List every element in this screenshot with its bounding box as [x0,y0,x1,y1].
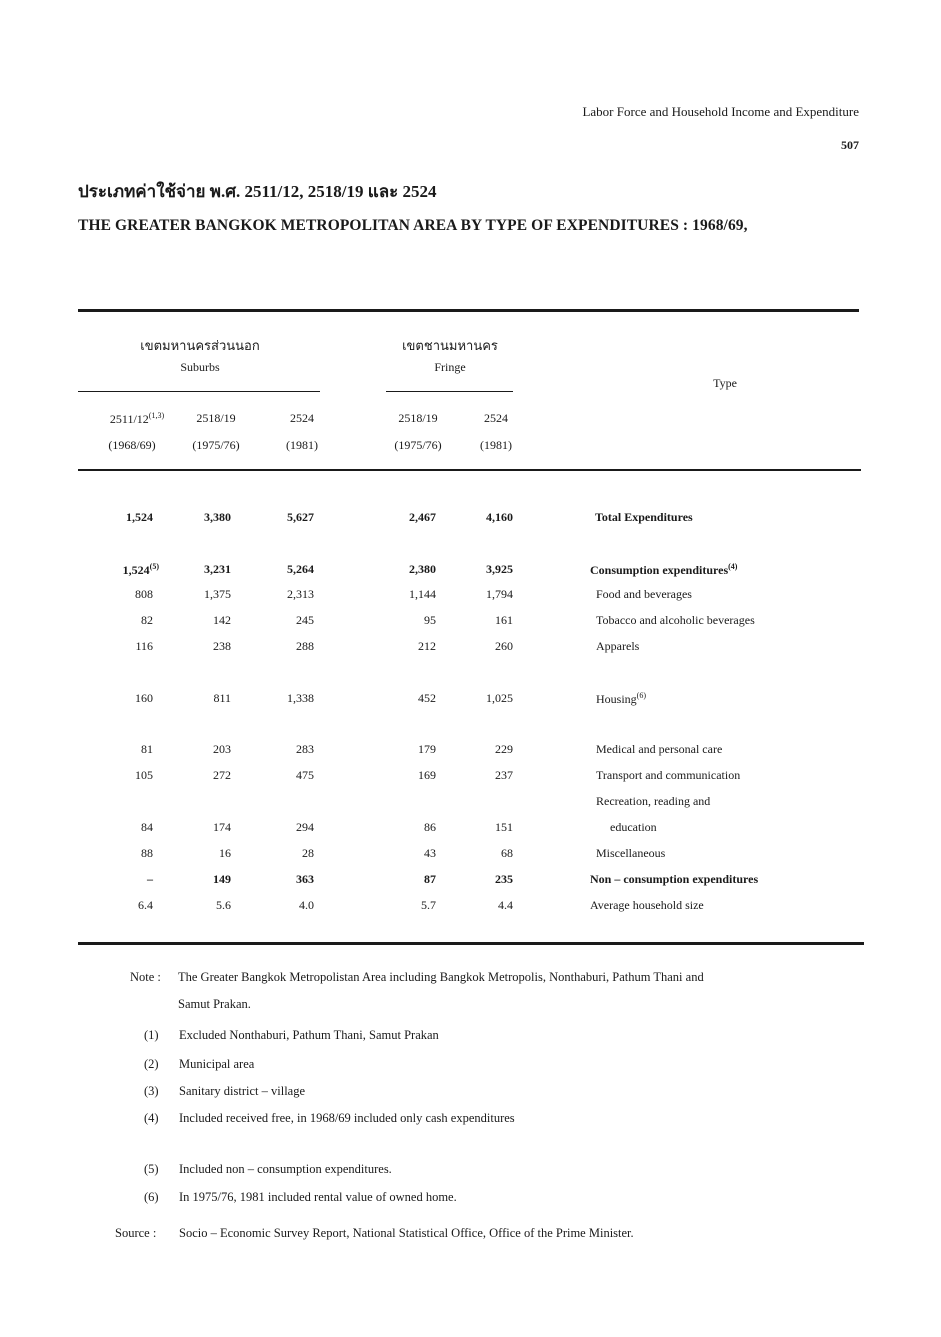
value-cell: 1,338 [287,691,314,705]
col-year-1: 2511/12$^{(1,3)}$ [109,411,165,426]
row-label-line2: education [610,820,657,834]
col-ad-5: (1981) [480,438,512,452]
table-header-rule [78,469,861,471]
value-cell: 1,144 [409,587,436,601]
table-row [0,768,941,788]
value-cell: 1,375 [204,587,231,601]
table-row [0,613,941,633]
value-cell: 16 [219,846,231,860]
footnote-number: (2) [144,1057,159,1071]
row-label: Non – consumption expenditures [590,872,759,886]
value-cell: 1,794 [486,587,513,601]
suburbs-header: Suburbs [180,360,220,374]
value-cell: 88 [141,846,153,860]
value-cell: 142 [213,613,231,627]
footnote-text: Municipal area [179,1057,255,1071]
footnote-number: (6) [144,1190,159,1204]
col-year-3: 2524 [290,411,314,425]
row-label: Transport and communication [596,768,741,782]
note-text: The Greater Bangkok Metropolistan Area including Bangkok Metropolis, Nonthaburi, Pathum Thani and [178,970,704,984]
value-cell: 363 [296,872,314,886]
value-cell: 95 [424,613,436,627]
value-cell: 28 [302,846,314,860]
value-cell: 160 [135,691,153,705]
value-cell: 1,524$^{(5)}$ [122,562,159,577]
value-cell: 1,524 [126,510,153,524]
row-label: Miscellaneous [596,846,666,860]
value-cell: 235 [495,872,513,886]
value-cell: 87 [424,872,436,886]
value-cell: 179 [418,742,436,756]
footnote-number: (3) [144,1084,159,1098]
table-row [0,562,941,582]
row-label: Consumption expenditures$^{(4)}$ [590,562,738,577]
table-top-rule [78,309,859,312]
footnote-text: Included received free, in 1968/69 included only cash expenditures [179,1111,515,1125]
value-cell: 5,627 [287,510,314,524]
table-row [0,587,941,607]
col-ad-4: (1975/76) [394,438,442,452]
value-cell: 149 [213,872,231,886]
value-cell: 105 [135,768,153,782]
row-label: Medical and personal care [596,742,723,756]
value-cell: 3,925 [486,562,513,576]
table-row [0,639,941,659]
footnote-text: Sanitary district – village [179,1084,306,1098]
value-cell: 82 [141,613,153,627]
note-text-continued: Samut Prakan. [178,997,251,1011]
title-thai: ประเภทค่าใช้จ่าย พ.ศ. 2511/12, 2518/19 และ 2524 [78,182,437,201]
fringe-thai-header: เขตชานมหานคร [402,338,498,353]
table-row [0,742,941,762]
value-cell: 237 [495,768,513,782]
value-cell: 229 [495,742,513,756]
source-label: Source : [115,1226,157,1240]
col-year-5: 2524 [484,411,508,425]
running-head: Labor Force and Household Income and Expenditure [582,104,859,119]
row-label: Apparels [596,639,640,653]
footnote-number: (4) [144,1111,159,1125]
table-row [0,898,941,918]
row-label: Total Expenditures [595,510,693,524]
value-cell: 203 [213,742,231,756]
value-cell: – [147,872,153,886]
value-cell: 294 [296,820,314,834]
footnote-text: In 1975/76, 1981 included rental value of owned home. [179,1190,457,1204]
type-header: Type [713,376,737,390]
table-row [0,691,941,711]
value-cell: 5.6 [216,898,231,912]
fringe-header: Fringe [434,360,466,374]
footnote-text: Excluded Nonthaburi, Pathum Thani, Samut Prakan [179,1028,439,1042]
footnote-number: (1) [144,1028,159,1042]
value-cell: 2,467 [409,510,436,524]
footnote-number: (5) [144,1162,159,1176]
value-cell: 2,380 [409,562,436,576]
col-ad-2: (1975/76) [192,438,240,452]
fringe-underline [386,391,513,392]
table-row-label-continuation [0,794,941,814]
value-cell: 174 [213,820,231,834]
footnote-text: Included non – consumption expenditures. [179,1162,392,1176]
col-year-2: 2518/19 [196,411,236,425]
value-cell: 169 [418,768,436,782]
value-cell: 475 [296,768,314,782]
value-cell: 238 [213,639,231,653]
value-cell: 1,025 [486,691,513,705]
col-year-4: 2518/19 [398,411,438,425]
col-ad-1: (1968/69) [108,438,156,452]
value-cell: 84 [141,820,153,834]
source-text: Socio – Economic Survey Report, National Statistical Office, Office of the Prime Minister. [179,1226,634,1240]
table-row [0,846,941,866]
table-row [0,820,941,840]
note-label: Note : [130,970,161,984]
value-cell: 68 [501,846,513,860]
value-cell: 161 [495,613,513,627]
value-cell: 288 [296,639,314,653]
value-cell: 2,313 [287,587,314,601]
value-cell: 272 [213,768,231,782]
suburbs-thai-header: เขตมหานครส่วนนอก [140,338,260,353]
row-label: Recreation, reading and [596,794,711,808]
value-cell: 43 [424,846,436,860]
row-label: Tobacco and alcoholic beverages [596,613,755,627]
value-cell: 808 [135,587,153,601]
value-cell: 283 [296,742,314,756]
value-cell: 3,380 [204,510,231,524]
value-cell: 86 [424,820,436,834]
value-cell: 260 [495,639,513,653]
value-cell: 811 [213,691,231,705]
value-cell: 116 [135,639,153,653]
table-bottom-rule [78,942,864,945]
col-ad-3: (1981) [286,438,318,452]
row-label: Housing$^{(6)}$ [596,691,646,706]
value-cell: 3,231 [204,562,231,576]
value-cell: 5,264 [287,562,314,576]
value-cell: 81 [141,742,153,756]
row-label: Average household size [590,898,704,912]
value-cell: 151 [495,820,513,834]
table-row [0,872,941,892]
value-cell: 4,160 [486,510,513,524]
value-cell: 4.4 [498,898,513,912]
suburbs-underline [78,391,320,392]
row-label: Food and beverages [596,587,692,601]
value-cell: 212 [418,639,436,653]
value-cell: 5.7 [421,898,436,912]
title-english: THE GREATER BANGKOK METROPOLITAN AREA BY TYPE OF EXPENDITURES : 1968/69, [78,217,748,234]
table-row [0,510,941,530]
value-cell: 245 [296,613,314,627]
value-cell: 4.0 [299,898,314,912]
page-number: 507 [841,138,859,152]
value-cell: 6.4 [138,898,153,912]
value-cell: 452 [418,691,436,705]
